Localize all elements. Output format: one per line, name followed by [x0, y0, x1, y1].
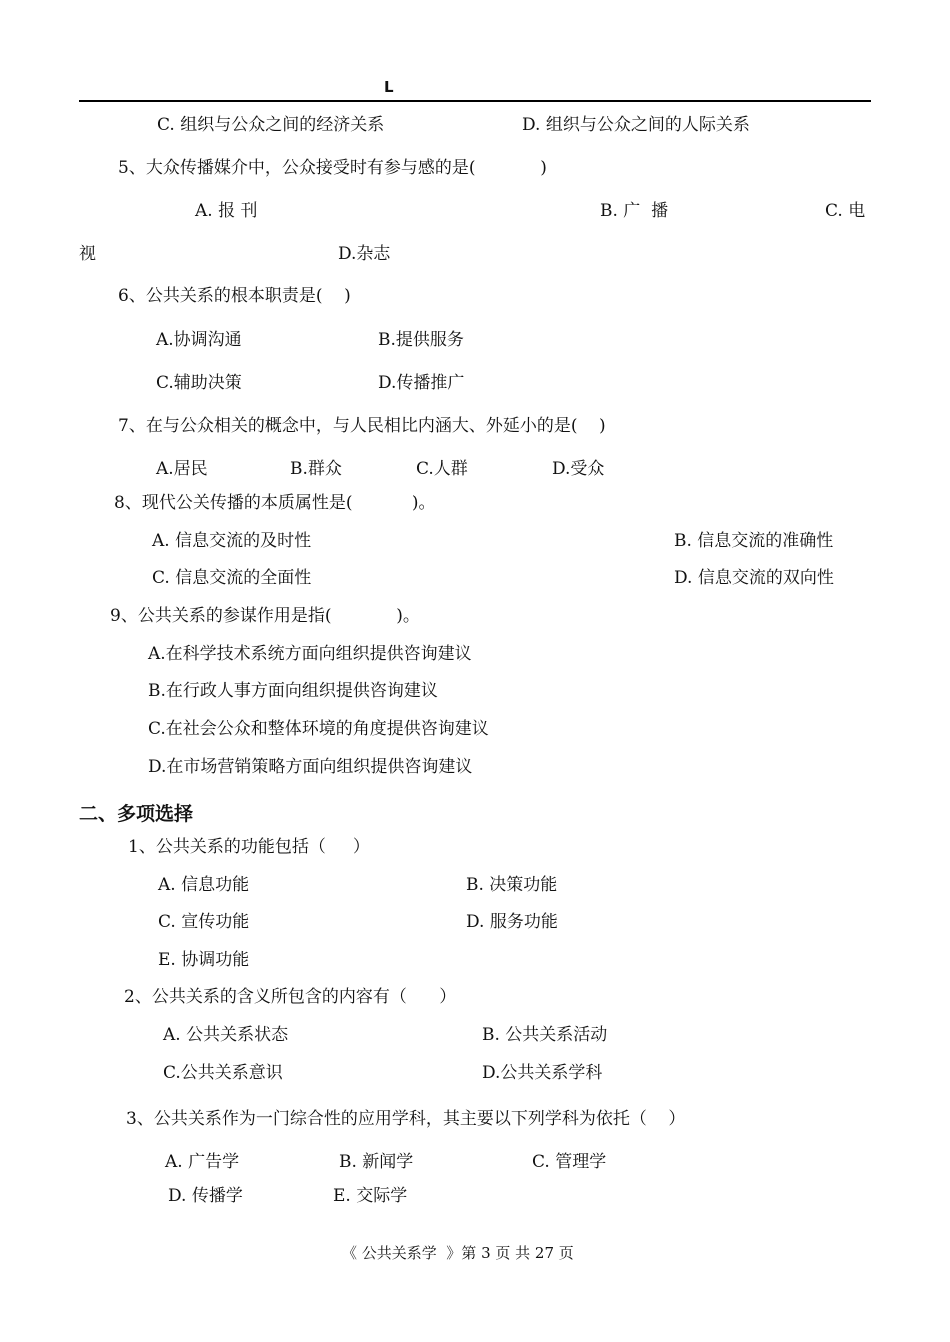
q9-option-c: C.在社会公众和整体环境的角度提供咨询建议	[148, 719, 489, 739]
q5-option-c-wrap: 视	[79, 244, 96, 264]
q8-option-c: C. 信息交流的全面性	[152, 568, 312, 588]
s2-q2-option-d: D.公共关系学科	[482, 1063, 603, 1083]
q8-option-a: A. 信息交流的及时性	[152, 531, 312, 551]
header-rule	[79, 100, 871, 102]
q9-stem: 9、公共关系的参谋作用是指( )。	[110, 606, 420, 626]
q7-option-a: A.居民	[156, 459, 208, 479]
q4-option-d: D. 组织与公众之间的人际关系	[522, 115, 750, 135]
s2-q2-option-b: B. 公共关系活动	[482, 1025, 608, 1045]
q4-option-c: C. 组织与公众之间的经济关系	[157, 115, 385, 135]
q9-option-d: D.在市场营销策略方面向组织提供咨询建议	[148, 757, 473, 777]
s2-q2-stem: 2、公共关系的含义所包含的内容有（ ）	[124, 987, 457, 1007]
q5-option-b: B. 广 播	[600, 201, 669, 221]
q5-stem: 5、大众传播媒介中，公众接受时有参与感的是( )	[118, 158, 547, 178]
q5-option-a: A. 报 刊	[195, 201, 258, 221]
q9-option-b: B.在行政人事方面向组织提供咨询建议	[148, 681, 438, 701]
s2-q1-stem: 1、公共关系的功能包括（ ）	[128, 837, 370, 857]
q6-option-a: A.协调沟通	[156, 330, 242, 350]
q5-option-d: D.杂志	[338, 244, 391, 264]
q7-option-c: C.人群	[416, 459, 468, 479]
q7-stem: 7、在与公众相关的概念中，与人民相比内涵大、外延小的是( )	[118, 416, 606, 436]
s2-q2-option-c: C.公共关系意识	[163, 1063, 283, 1083]
q6-option-c: C.辅助决策	[156, 373, 242, 393]
s2-q3-option-d: D. 传播学	[168, 1186, 243, 1206]
q7-option-d: D.受众	[552, 459, 605, 479]
q6-option-d: D.传播推广	[378, 373, 465, 393]
s2-q3-option-b: B. 新闻学	[339, 1152, 414, 1172]
q5-option-c: C. 电	[825, 201, 866, 221]
header-mark: L	[384, 78, 394, 96]
section-title-multiple-choice: 二、多项选择	[79, 803, 194, 825]
q6-option-b: B.提供服务	[378, 330, 464, 350]
s2-q2-option-a: A. 公共关系状态	[163, 1025, 289, 1045]
page-footer: 《 公共关系学 》第 3 页 共 27 页	[342, 1244, 574, 1262]
q8-option-d: D. 信息交流的双向性	[674, 568, 834, 588]
q6-stem: 6、公共关系的根本职责是( )	[118, 286, 351, 306]
s2-q1-option-c: C. 宣传功能	[158, 912, 250, 932]
q8-stem: 8、现代公关传播的本质属性是( )。	[114, 493, 436, 513]
q8-option-b: B. 信息交流的准确性	[674, 531, 834, 551]
s2-q3-option-c: C. 管理学	[532, 1152, 607, 1172]
q7-option-b: B.群众	[290, 459, 342, 479]
s2-q1-option-e: E. 协调功能	[158, 950, 250, 970]
s2-q3-option-e: E. 交际学	[333, 1186, 408, 1206]
s2-q1-option-b: B. 决策功能	[466, 875, 558, 895]
s2-q1-option-a: A. 信息功能	[158, 875, 250, 895]
s2-q3-stem: 3、公共关系作为一门综合性的应用学科，其主要以下列学科为依托（ ）	[126, 1109, 686, 1129]
q9-option-a: A.在科学技术系统方面向组织提供咨询建议	[148, 644, 472, 664]
s2-q1-option-d: D. 服务功能	[466, 912, 558, 932]
s2-q3-option-a: A. 广告学	[165, 1152, 240, 1172]
